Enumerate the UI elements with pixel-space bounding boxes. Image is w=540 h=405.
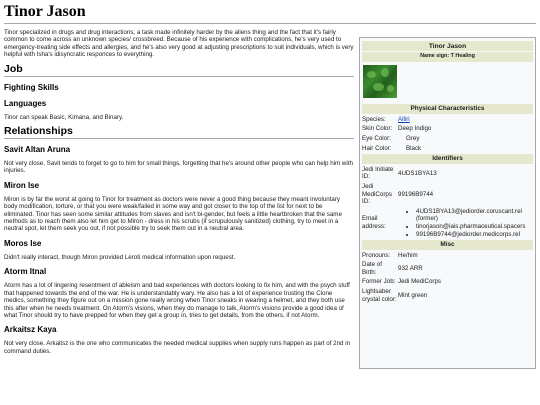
- email-item: • 99196B9744@jediorder.medicorps.rel: [416, 231, 533, 239]
- relationship-name: Moros Ise: [4, 238, 42, 248]
- pronouns-value: He/him: [398, 251, 418, 259]
- infobox: [359, 37, 536, 369]
- skin-color-label: Skin Color:: [362, 125, 393, 133]
- eye-color-label: Eye Color:: [362, 134, 391, 142]
- eye-color-row: [362, 134, 533, 144]
- relationship-name: Savit Altan Aruna: [4, 145, 71, 155]
- jedi-initiate-id-row: [362, 165, 533, 182]
- email-item: • 4UDS1BYA13@jediorder.coruscant.rel (former): [416, 208, 533, 223]
- skin-color-value: Deep Indigo: [398, 125, 432, 133]
- lightsaber-value: Mint green: [398, 291, 428, 299]
- page-title: Tinor Jason: [4, 3, 536, 24]
- misc-header: Misc: [362, 240, 533, 250]
- identifiers-header: Identifiers: [362, 154, 533, 164]
- relationship-name: Atorm Itnal: [4, 267, 47, 277]
- medicorps-id-label: Jedi MediCorps ID:: [362, 182, 392, 206]
- character-image[interactable]: [363, 65, 397, 98]
- hair-color-row: [362, 144, 533, 154]
- email-list: [398, 208, 533, 238]
- infobox-name-sign: Name sign: T Healing: [362, 52, 533, 63]
- fighting-skills-heading: Fighting Skills: [4, 82, 59, 92]
- article-body: [4, 29, 354, 359]
- relationship-text: Miron is by far the worst at going to Tinor for treatment as doctors were never a good thing because they meant involuntary body modification, torture, or that you were weak/failed in some way and got closer to the top of the list for next to be eliminated. Tinor has seen some similar attitudes from slaves and isn't bi-gender, but feels a little heartbroken that the same methods as to reach them also let him get to Miron - dress in his scrubs (if scrupulously sanitized) clothing, try to meet in a neutral spot, let them seek you out, if not possible try to seek them out in a neutral area.: [4, 195, 342, 233]
- email-label: Email address:: [362, 215, 386, 230]
- languages-text: Tinor can speak Basic, Kimana, and Binary.: [4, 113, 124, 121]
- hair-color-value: Black: [406, 144, 422, 152]
- lightsaber-row: [362, 287, 533, 304]
- relationship-name: Miron Ise: [4, 180, 40, 190]
- former-job-row: [362, 277, 533, 287]
- species-link[interactable]: Alliri: [398, 115, 410, 123]
- former-job-value: Jedi MediCorps: [398, 278, 441, 286]
- email-row: [362, 207, 533, 239]
- job-heading: Job: [4, 63, 354, 77]
- lightsaber-label: Lightsaber crystal color:: [362, 288, 397, 303]
- relationship-text: Not very close. Arkaitsz is the one who communicates the needed medical supplies when supply runs happen as part of 2nd in command duties.: [4, 340, 351, 355]
- relationships-heading: Relationships: [4, 125, 354, 139]
- date-of-birth-label: Date of Birth:: [362, 261, 382, 276]
- eye-color-value: Grey: [406, 134, 420, 142]
- physical-characteristics-header: Physical Characteristics: [362, 104, 533, 114]
- email-item: • tinorjason@iais.pharmaceutical.spacers: [416, 223, 533, 231]
- languages-heading: Languages: [4, 98, 47, 108]
- relationship-name: Arkaitsz Kaya: [4, 325, 57, 335]
- relationship-text: Not very close, Savit tends to forget to go to him for small things, forgetting that he's around other people who can help him with injuries.: [4, 160, 353, 175]
- hair-color-label: Hair Color:: [362, 144, 392, 152]
- relationship-text: Didn't really interact, though Miron provided Leroti medical information upon request.: [4, 253, 236, 261]
- medicorps-id-value: 99196B9744: [398, 190, 434, 198]
- species-row: [362, 115, 533, 125]
- date-of-birth-row: [362, 260, 533, 277]
- pronouns-label: Pronouns:: [362, 251, 391, 259]
- species-label: Species:: [362, 115, 386, 123]
- relationship-text: Atorm has a lot of lingering resentment of ableism and bad experiences with doctors looking to fix him, and with the psych stuff that happened towards the end of the war. He is understandably wary. He also has a lot of experience trusting the Clone medics, something they figure out on a mission gone really wrong when Tinor sneaks in wearing a helmet, and they both use this after when he needs treatment. On Atorm's visions, when they do manage to talk, Atorm's visions provide a good idea of what Tinor should try to have prepped for when they get a group in, tries to get details, from the others, if not Atorm.: [4, 282, 350, 319]
- medicorps-id-row: [362, 182, 533, 207]
- skin-color-row: [362, 124, 533, 134]
- jedi-initiate-id-value: 4UDS1BYA13: [398, 169, 437, 177]
- intro-paragraph: Tinor specialized in drugs and drug interactions, a task made infinitely harder by the aliens thing and the fact that it's fairly common to come across an unknown species/ crossbreed. Because of his experience with complications, he's very used to emergency-treating side effects and allergies, and he's also very good at adjusting prescriptions to suit individuals, which is very helpful with Isha's idisyncratic responces to everything.: [4, 29, 354, 59]
- former-job-label: Former Job:: [362, 278, 396, 286]
- pronouns-row: [362, 251, 533, 261]
- jedi-initiate-id-label: Jedi Initiate ID:: [362, 165, 394, 181]
- date-of-birth-value: 932 ARR: [398, 265, 423, 273]
- infobox-title: Tinor Jason: [362, 41, 533, 51]
